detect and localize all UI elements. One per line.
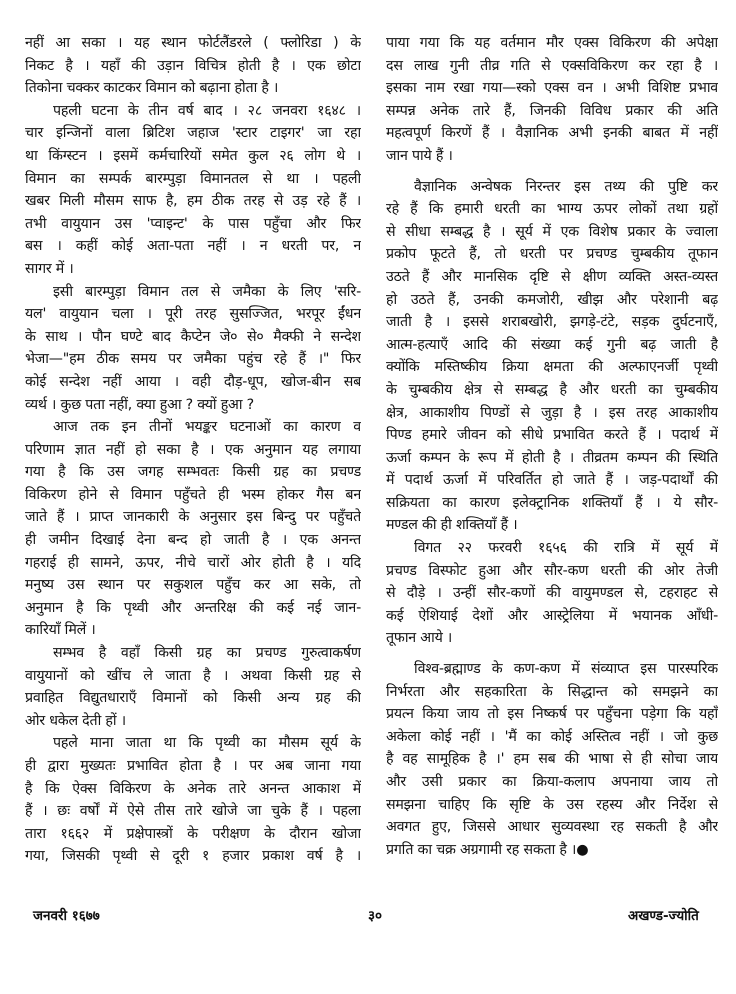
text-line: तभी वायुयान उस 'प्वाइन्ट' के पास पहुँचा और फिर bbox=[25, 215, 361, 232]
text-line: के साथ । पौन घण्टे बाद कैप्टेन जे० से० मैक्फी ने सन्देश bbox=[25, 328, 361, 345]
text-line: इसका नाम रखा गया—स्को एक्स वन । अभी विशिष्ट प्रभाव bbox=[386, 80, 718, 97]
text-line: प्रवाहित विद्युतधाराएँ विमानों को किसी अन्य ग्रह की bbox=[25, 690, 361, 707]
text-line: के चुम्बकीय क्षेत्र से सम्बद्ध है और धरती का चुम्बकीय bbox=[386, 381, 718, 398]
text-line: है वह सामूहिक है ।' हम सब की भाषा से ही सोचा जाय bbox=[386, 751, 718, 768]
text-line: भेजा—"हम ठीक समय पर जमैका पहुंच रहे हैं ।" फिर bbox=[25, 351, 361, 368]
text-line: परिणाम ज्ञात नहीं हो सका है । एक अनुमान यह लगाया bbox=[25, 441, 361, 458]
paragraph-gap bbox=[386, 168, 718, 176]
text-line: मण्डल की ही शक्तियाँ हैं । bbox=[386, 517, 518, 534]
text-line: ऊर्जा कम्पन के रूप में होती है । तीव्रतम कम्पन की स्थिति bbox=[386, 449, 718, 466]
text-line: निकट है । यहाँ की उड़ान विचित्र होती है । एक छोटा bbox=[25, 57, 361, 74]
text-line: आज तक इन तीनों भयङ्कर घटनाओं का कारण व bbox=[53, 419, 361, 436]
text-line: कई ऐशियाई देशों और आस्ट्रेलिया में भयानक आँधी- bbox=[386, 607, 718, 624]
text-line: अकेला कोई नहीं । 'मैं का कोई अस्तित्व नहीं । जो कुछ bbox=[386, 728, 718, 745]
text-line: पहले माना जाता था कि पृथ्वी का मौसम सूर्य के bbox=[53, 735, 361, 752]
text-line: गया है कि उस जगह सम्भवतः किसी ग्रह का प्रचण्ड bbox=[25, 464, 361, 481]
text-line: गया, जिसकी पृथ्वी से दूरी १ हजार प्रकाश वर्ष है । bbox=[25, 848, 361, 865]
text-line: अनुमान है कि पृथ्वी और अन्तरिक्ष की कई नई जान- bbox=[25, 599, 361, 616]
text-line: पाया गया कि यह वर्तमान मौर एक्स विकिरण की अपेक्षा bbox=[386, 35, 718, 51]
magazine-name: अखण्ड-ज्योति bbox=[628, 908, 699, 924]
text-line: क्योंकि मस्तिष्कीय क्रिया क्षमता की अल्फाएनर्जी पृथ्वी bbox=[386, 359, 718, 376]
text-line: ओर धकेल देती हों । bbox=[25, 712, 126, 729]
text-line: और उसी प्रकार का क्रिया-कलाप अपनाया जाय तो bbox=[386, 774, 718, 790]
text-line: पिण्ड हमारे जीवन को सीधे प्रभावित करते हैं । पदार्थ में bbox=[386, 427, 718, 444]
text-line: से दौड़े । उन्हीं सौर-कणों की वायुमण्डल से, टहराहट से bbox=[386, 585, 718, 602]
text-line: प्रयत्न किया जाय तो इस निष्कर्ष पर पहुँचना पड़ेगा कि यहाँ bbox=[386, 706, 718, 723]
text-line: प्रगति का चक्र अग्रगामी रह सकता है ।● bbox=[386, 841, 589, 858]
text-line: कारियाँ मिलें । bbox=[25, 622, 96, 639]
text-line: हो उठते हैं, उनकी कमजोरी, खीझ और परेशानी बढ़ bbox=[386, 291, 718, 308]
text-line: सागर में । bbox=[25, 260, 74, 277]
text-line: हैं । छः वर्षों में ऐसे तीस तारे खोजे जा चुके हैं । पहला bbox=[25, 803, 361, 820]
text-line: तारा १६६२ में प्रक्षेपास्त्रों के परीक्षण के दौरान खोजा bbox=[25, 825, 361, 842]
text-line: आत्म-हत्याएँ आदि की संख्या कई गुनी बढ़ जाती है bbox=[386, 336, 718, 353]
footer-date: जनवरी १६७७ bbox=[33, 908, 100, 924]
text-line: इसी बारम्पुड़ा विमान तल से जमैका के लिए 'सरि- bbox=[53, 283, 361, 300]
text-line: विश्व-ब्रह्माण्ड के कण-कण में संव्याप्त इस पारस्परिक bbox=[414, 661, 718, 678]
text-line: ही जमीन दिखाई देना बन्द हो जाती है । एक अनन्त bbox=[25, 532, 361, 549]
text-line: बस । कहीं कोई अता-पता नहीं । न धरती पर, न bbox=[25, 238, 361, 255]
text-line: से सीधा सम्बद्ध है । सूर्य में एक विशेष प्रकार के ज्वाला bbox=[386, 223, 718, 240]
text-line: यल' वायुयान चला । पूरी तरह सुसज्जित, भरपूर ईंधन bbox=[25, 306, 361, 323]
text-line: विकिरण होने से विमान पहुँचते ही भस्म होकर गैस बन bbox=[25, 486, 361, 503]
text-line: ही द्वारा मुख्यतः प्रभावित होता है । पर अब जाना गया bbox=[25, 758, 361, 774]
text-line: पहली घटना के तीन वर्ष बाद । २८ जनवरा १६४८ । bbox=[53, 102, 361, 119]
text-line: था किंग्स्टन । इसमें कर्मचारियों समेत कुल २६ लोग थे । bbox=[25, 147, 361, 164]
left-column bbox=[25, 32, 361, 868]
text-line: प्रचण्ड विस्फोट हुआ और सौर-कण धरती की ओर तेजी bbox=[386, 562, 718, 579]
text-line: नहीं आ सका । यह स्थान फोर्टलैंडरले ( फ्लोरिडा ) के bbox=[25, 35, 361, 51]
text-line: खबर मिली मौसम साफ है, हम ठीक तरह से उड़ रहे हैं । bbox=[25, 193, 361, 210]
text-line: व्यर्थ । कुछ पता नहीं, क्या हुआ ? क्यों हुआ ? bbox=[25, 396, 254, 413]
text-line: क्षेत्र, आकाशीय पिण्डों से जुड़ा है । इस तरह आकाशीय bbox=[386, 404, 718, 421]
text-line: जाती है । इससे शराबखोरी, झगड़े-टंटे, सड़क दुर्घटनाएँ, bbox=[386, 314, 718, 331]
text-line: वैज्ञानिक अन्वेषक निरन्तर इस तथ्य की पुष्टि कर bbox=[414, 178, 718, 195]
text-line: निर्भरता और सहकारिता के सिद्धान्त को समझने का bbox=[386, 683, 718, 700]
text-line: वायुयानों को खींच ले जाता है । अथवा किसी ग्रह से bbox=[25, 667, 361, 684]
text-line: मनुष्य उस स्थान पर सकुशल पहुँच कर आ सके, तो bbox=[25, 577, 361, 594]
text-line: में पदार्थ ऊर्जा में परिवर्तित हो जाते हैं । जड़-पदार्थों की bbox=[386, 472, 718, 489]
right-column bbox=[386, 32, 718, 861]
text-line: विगत २२ फरवरी १६५६ की रात्रि में सूर्य में bbox=[414, 540, 718, 557]
text-line: चार इन्जिनों वाला ब्रिटिश जहाज 'स्टार टाइगर' जा रहा bbox=[25, 125, 361, 142]
text-line: महत्वपूर्ण किरणें हैं । वैज्ञानिक अभी इनकी बाबत में नहीं bbox=[386, 125, 718, 142]
text-line: सम्भव है वहाँ किसी ग्रह का प्रचण्ड गुरुत्वाकर्षण bbox=[53, 645, 361, 662]
text-line: तिकोना चक्कर काटकर विमान को बढ़ाना होता है । bbox=[25, 80, 279, 97]
text-line: उठते हैं और मानसिक दृष्टि से क्षीण व्यक्ति अस्त-व्यस्त bbox=[386, 268, 718, 285]
text-line: तूफान आये । bbox=[386, 630, 453, 647]
text-line: कोई सन्देश नहीं आया । वही दौड़-धूप, खोज-बीन सब bbox=[25, 373, 361, 390]
page-number: ३० bbox=[368, 908, 383, 924]
text-line: सक्रियता का कारण इलेक्ट्रानिक शक्तियाँ हैं । ये सौर- bbox=[386, 494, 718, 511]
text-line: सम्पन्न अनेक तारे हैं, जिनकी विविध प्रकार की अति bbox=[386, 102, 718, 119]
text-line: दस लाख गुनी तीव्र गति से एक्सविकिरण कर रहा है । bbox=[386, 57, 718, 74]
text-line: जाते हैं । प्राप्त जानकारी के अनुसार इस बिन्दु पर पहुँचते bbox=[25, 509, 361, 526]
text-line: रहे हैं कि हमारी धरती का भाग्य ऊपर लोकों तथा ग्रहों bbox=[386, 201, 718, 218]
text-line: जान पाये हैं । bbox=[386, 147, 453, 164]
text-line: विमान का सम्पर्क बारम्पुड़ा विमानतल से था । पहली bbox=[25, 170, 361, 187]
text-line: प्रकोप फूटते हैं, तो धरती पर प्रचण्ड चुम्बकीय तूफान bbox=[386, 246, 718, 263]
text-line: गहराई ही सामने, ऊपर, नीचे चारों ओर होती है । यदि bbox=[25, 554, 361, 571]
text-line: है कि ऐक्स विकिरण के अनेक तारे अनन्त आकाश में bbox=[25, 780, 361, 797]
text-line: अवगत हुए, जिससे आधार सुव्यवस्था रह सकती है और bbox=[386, 819, 718, 836]
paragraph-gap bbox=[386, 650, 718, 658]
text-line: समझना चाहिए कि सृष्टि के उस रहस्य और निर्देश से bbox=[386, 796, 718, 813]
